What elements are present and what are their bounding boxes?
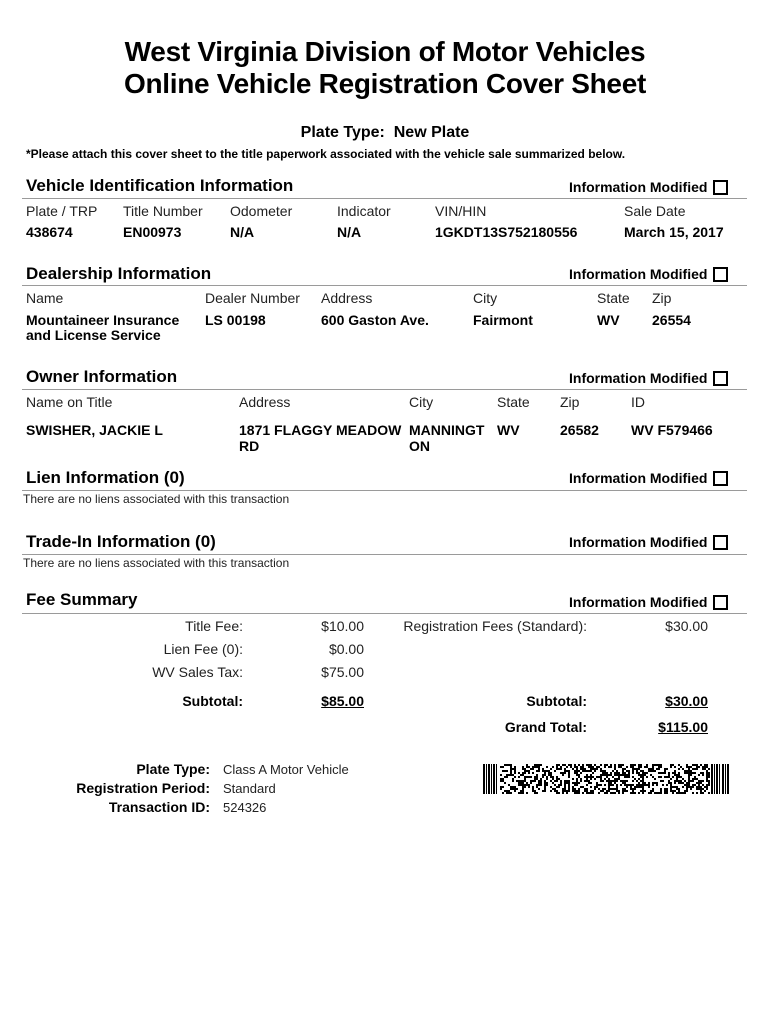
plate-type-value: New Plate [393, 124, 470, 141]
plate-type-label: Plate Type: [300, 124, 385, 141]
lien-fee-amount: $0.00 [328, 641, 364, 657]
lien-message: There are no liens associated with this transaction [23, 492, 290, 506]
lien-fee-label: Lien Fee (0): [163, 641, 243, 657]
dealer-header-name: Name [26, 290, 64, 306]
subtotal-left-amount: $85.00 [321, 693, 364, 709]
dealer-header-state: State [597, 290, 630, 306]
vehicle-plate: 438674 [26, 224, 73, 240]
owner-address-line2: RD [239, 438, 260, 454]
sales-tax-label: WV Sales Tax: [152, 664, 243, 680]
vehicle-title-number: EN00973 [123, 224, 182, 240]
vehicle-header-vin: VIN/HIN [435, 203, 487, 219]
vehicle-header-sale-date: Sale Date [624, 203, 686, 219]
vehicle-header-odometer: Odometer [230, 203, 293, 219]
owner-header-city: City [409, 394, 434, 410]
owner-header-address: Address [239, 394, 291, 410]
page-title-line1: West Virginia Division of Motor Vehicles [124, 36, 646, 67]
dealership-divider [22, 285, 747, 286]
owner-modified-checkbox[interactable] [713, 371, 728, 386]
plate-type-heading [0, 124, 770, 142]
owner-modified [569, 370, 728, 386]
owner-name: SWISHER, JACKIE L [26, 422, 163, 438]
owner-header-state: State [497, 394, 530, 410]
vehicle-modified-checkbox[interactable] [713, 180, 728, 195]
vehicle-header-indicator: Indicator [337, 203, 391, 219]
barcode-image [483, 764, 730, 794]
owner-address-line1: 1871 FLAGGY MEADOW [239, 422, 402, 438]
dealer-zip: 26554 [652, 312, 691, 328]
subtotal-left-label: Subtotal: [182, 693, 243, 709]
lien-modified [569, 470, 728, 486]
owner-header-name: Name on Title [26, 394, 113, 410]
vehicle-modified [569, 179, 728, 195]
attach-note: *Please attach this cover sheet to the title paperwork associated with the vehicle sale summarized below. [26, 147, 626, 161]
fees-modified-label: Information Modified [569, 594, 708, 610]
fees-modified [569, 594, 728, 610]
dealer-name-line2: and License Service [26, 327, 161, 343]
summary-transaction-id-label: Transaction ID: [108, 799, 210, 815]
vehicle-vin: 1GKDT13S752180556 [435, 224, 578, 240]
owner-id: WV F579466 [631, 422, 713, 438]
dealer-header-zip: Zip [652, 290, 672, 306]
fees-modified-checkbox[interactable] [713, 595, 728, 610]
dealer-header-city: City [473, 290, 498, 306]
grand-total-amount: $115.00 [658, 719, 708, 735]
dealership-modified-checkbox[interactable] [713, 267, 728, 282]
lien-modified-checkbox[interactable] [713, 471, 728, 486]
owner-city-line2: ON [409, 438, 430, 454]
vehicle-header-title-number: Title Number [123, 203, 203, 219]
registration-fee-label: Registration Fees (Standard): [403, 618, 587, 634]
tradein-modified [569, 534, 728, 550]
registration-fee-amount: $30.00 [665, 618, 708, 634]
fees-divider [22, 613, 747, 614]
tradein-message: There are no liens associated with this transaction [23, 556, 290, 570]
lien-divider [22, 490, 747, 491]
owner-header-zip: Zip [560, 394, 580, 410]
vehicle-indicator: N/A [337, 224, 362, 240]
lien-modified-label: Information Modified [569, 470, 708, 486]
dealership-modified [569, 266, 728, 282]
vehicle-section-title: Vehicle Identification Information [26, 176, 294, 195]
tradein-modified-checkbox[interactable] [713, 535, 728, 550]
vehicle-sale-date: March 15, 2017 [624, 224, 724, 240]
tradein-section-title: Trade-In Information (0) [26, 532, 216, 551]
owner-state: WV [497, 422, 520, 438]
owner-header-id: ID [631, 394, 645, 410]
tradein-modified-label: Information Modified [569, 534, 708, 550]
vehicle-odometer: N/A [230, 224, 255, 240]
dealer-number: LS 00198 [205, 312, 266, 328]
dealer-city: Fairmont [473, 312, 533, 328]
summary-plate-type: Class A Motor Vehicle [223, 762, 349, 777]
title-fee-label: Title Fee: [185, 618, 243, 634]
dealership-modified-label: Information Modified [569, 266, 708, 282]
summary-registration-period-label: Registration Period: [76, 780, 210, 796]
owner-section-title: Owner Information [26, 367, 178, 386]
dealer-name-line1: Mountaineer Insurance [26, 312, 180, 328]
owner-modified-label: Information Modified [569, 370, 708, 386]
fees-section-title: Fee Summary [26, 590, 138, 609]
vehicle-header-plate: Plate / TRP [26, 203, 98, 219]
dealer-address: 600 Gaston Ave. [321, 312, 429, 328]
grand-total-label: Grand Total: [504, 719, 587, 735]
sales-tax-amount: $75.00 [321, 664, 364, 680]
subtotal-right-label: Subtotal: [526, 693, 587, 709]
vehicle-modified-label: Information Modified [569, 179, 708, 195]
page-title-line2: Online Vehicle Registration Cover Sheet [123, 68, 646, 99]
dealer-state: WV [597, 312, 620, 328]
dealer-header-address: Address [321, 290, 373, 306]
dealership-section-title: Dealership Information [26, 264, 212, 283]
summary-plate-type-label: Plate Type: [136, 761, 210, 777]
vehicle-divider [22, 198, 747, 199]
owner-city-line1: MANNINGT [409, 422, 485, 438]
summary-transaction-id: 524326 [223, 800, 267, 815]
dealer-header-number: Dealer Number [205, 290, 300, 306]
owner-zip: 26582 [560, 422, 599, 438]
summary-registration-period: Standard [223, 781, 276, 796]
owner-divider [22, 389, 747, 390]
subtotal-right-amount: $30.00 [665, 693, 708, 709]
tradein-divider [22, 554, 747, 555]
title-fee-amount: $10.00 [321, 618, 364, 634]
lien-section-title: Lien Information (0) [26, 468, 185, 487]
